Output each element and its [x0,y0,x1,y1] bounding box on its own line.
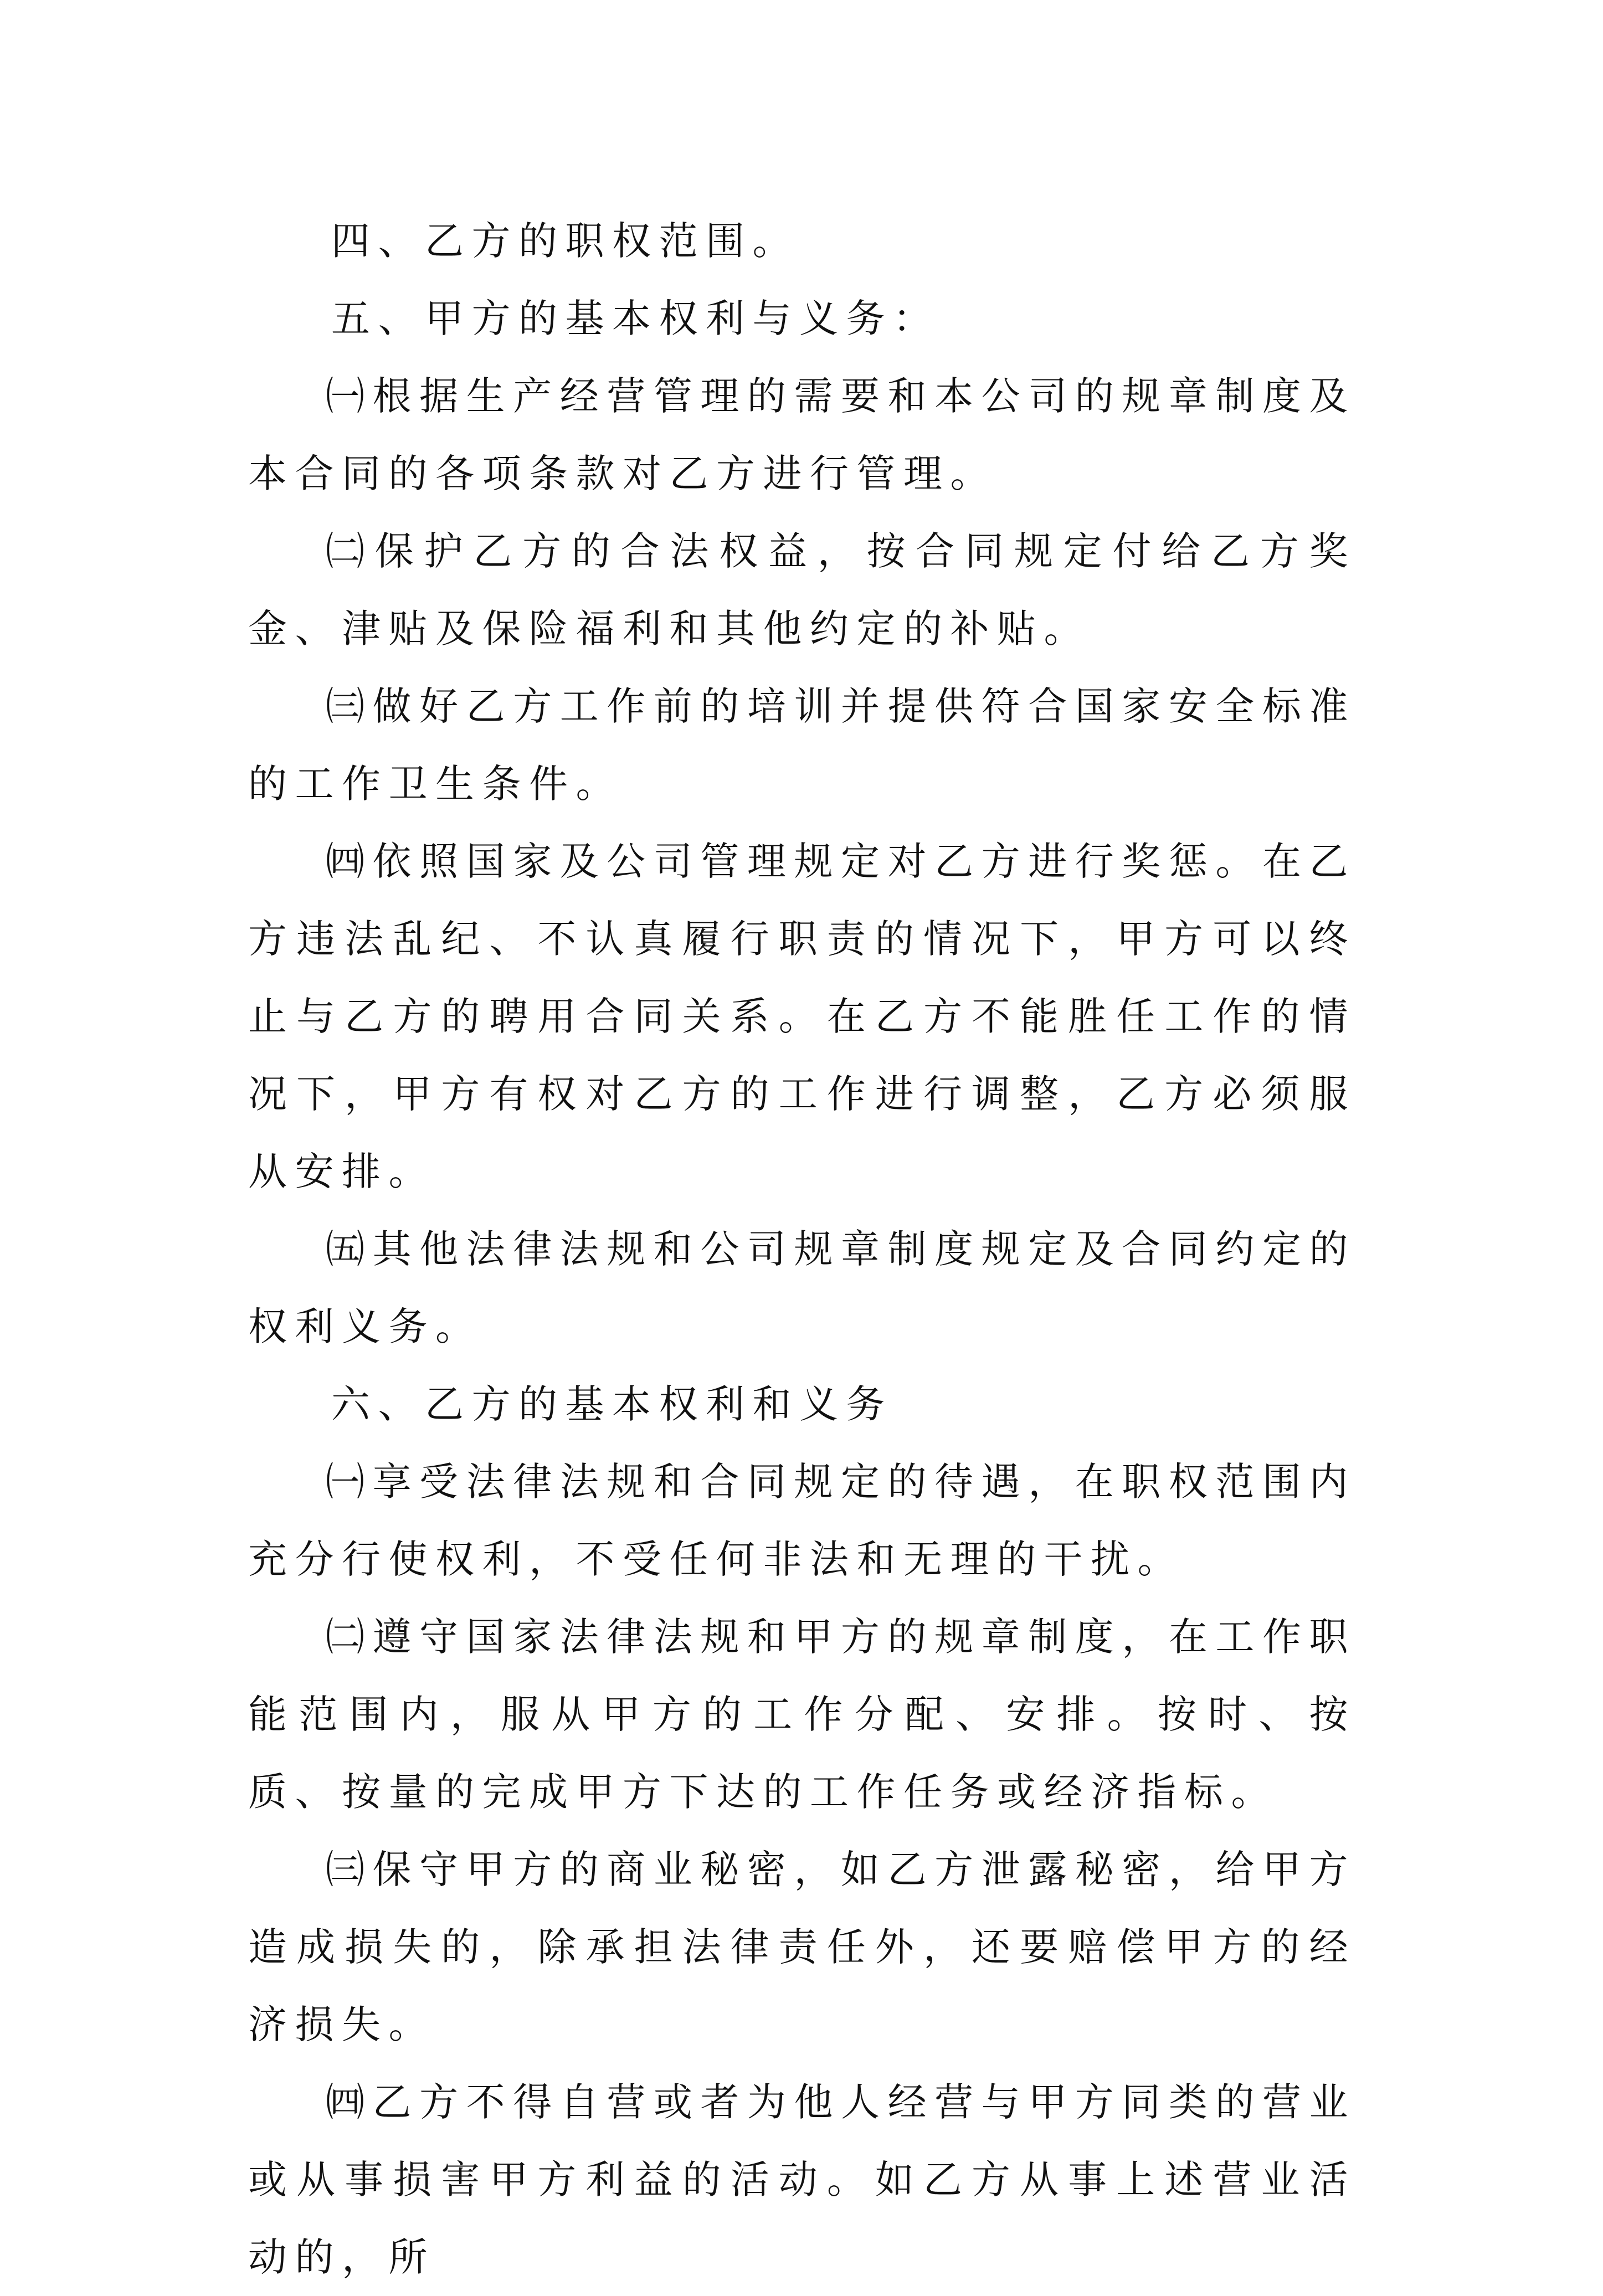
clause-5-1: ㈠根据生产经营管理的需要和本公司的规章制度及本合同的各项条款对乙方进行管理。 [248,373,1356,496]
section-heading-5: 五、甲方的基本权利与义务： [331,296,940,341]
section-heading-4: 四、乙方的职权范围。 [331,218,799,264]
clause-5-3: ㈢做好乙方工作前的培训并提供符合国家安全标准的工作卫生条件。 [248,684,1356,807]
clause-6-3: ㈢保守甲方的商业秘密，如乙方泄露秘密，给甲方造成损失的，除承担法律责任外，还要赔偿甲方的经济损失。 [248,1847,1356,2047]
clause-5-4: ㈣依照国家及公司管理规定对乙方进行奖惩。在乙方违法乱纪、不认真履行职责的情况下，甲方可以终止与乙方的聘用合同关系。在乙方不能胜任工作的情况下，甲方有权对乙方的工作进行调整，乙方必须服从安排。 [248,839,1356,1194]
clause-5-5: ㈤其他法律法规和公司规章制度规定及合同约定的权利义务。 [248,1226,1356,1349]
clause-6-2: ㈡遵守国家法律法规和甲方的规章制度，在工作职能范围内，服从甲方的工作分配、安排。按时、按质、按量的完成甲方下达的工作任务或经济指标。 [248,1614,1356,1815]
document-body [248,202,1356,2296]
section-heading-6: 六、乙方的基本权利和义务 [331,1381,893,1427]
clause-6-1: ㈠享受法律法规和合同规定的待遇，在职权范围内充分行使权利，不受任何非法和无理的干扰。 [248,1459,1356,1582]
clause-6-4: ㈣乙方不得自营或者为他人经营与甲方同类的营业或从事损害甲方利益的活动。如乙方从事上述营业活动的，所 [248,2079,1356,2280]
clause-5-2: ㈡保护乙方的合法权益，按合同规定付给乙方奖金、津贴及保险福利和其他约定的补贴。 [248,528,1356,651]
